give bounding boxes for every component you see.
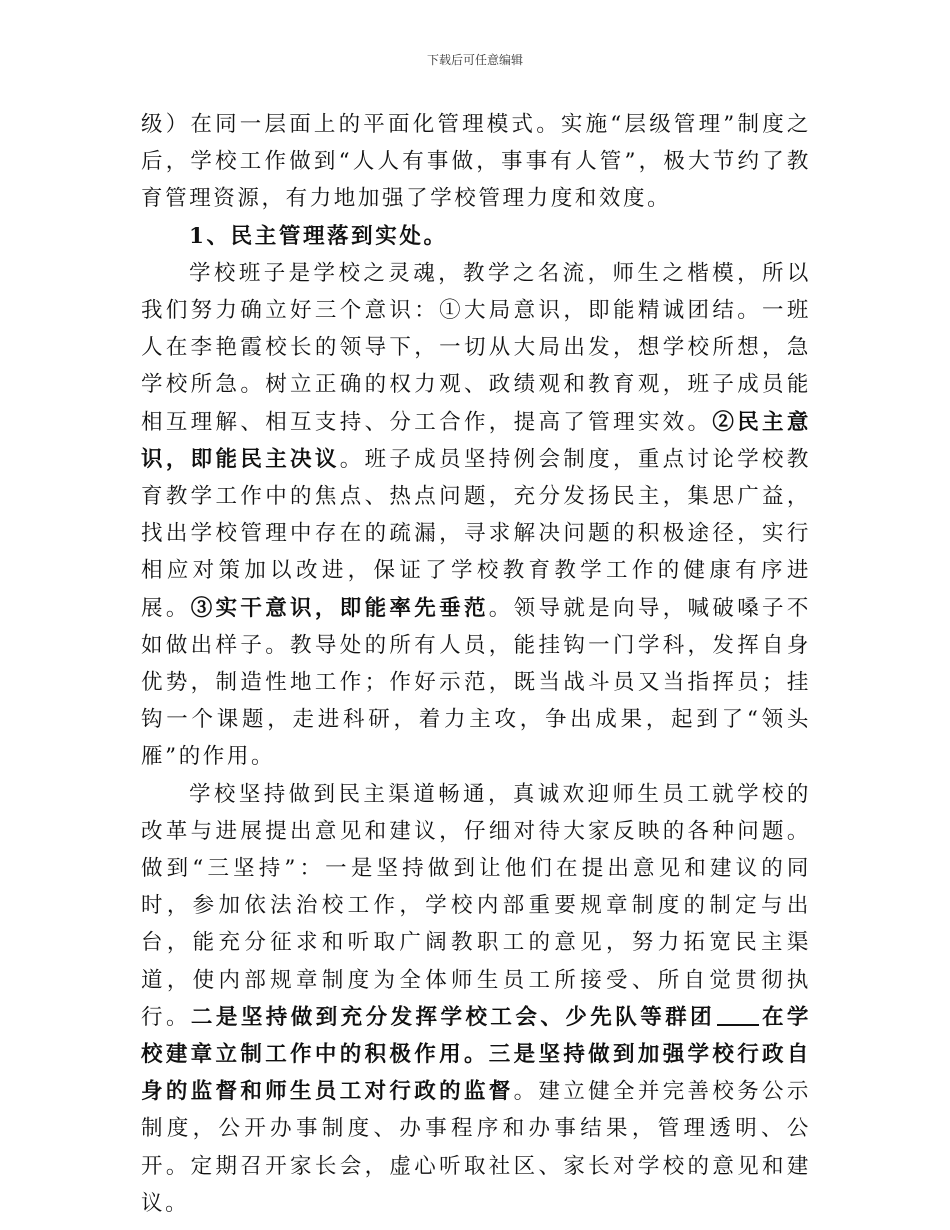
section-heading: 1、民主管理落到实处。 (189, 223, 448, 249)
bold-phrase-practical-awareness: ③实干意识，即能率先垂范 (190, 595, 489, 621)
paragraph-text: 。领导就是向导，喊破嗓子不如做出样子。教导处的所有人员，能挂钩一门学科，发挥自身优势，制造性地工作；作好示范，既当战斗员又当指挥员；挂钩一个课题，走进科研，着力主攻，争出成果，起到了“领头雁”的作用。 (141, 595, 811, 770)
bold-phrase-second-persistence: 二是坚持做到充分发挥学校工会、少先队等群团 (190, 1004, 716, 1030)
paragraph-leadership-awareness (141, 255, 811, 776)
paragraph-democratic-channels (141, 776, 811, 1222)
paragraph-text: 学校坚持做到民主渠道畅通，真诚欢迎师生员工就学校的改革与进展提出意见和建议，仔细对待大家反映的各种问题。做到“三坚持”：一是坚持做到让他们在提出意见和建议的同时，参加依法治校工作，学校内部重要规章制度的制定与出台，能充分征求和听取广阔教职工的意见，努力拓宽民主渠道，使内部规章制度为全体师生员工所接受、所自觉贯彻执行。 (141, 781, 811, 1030)
paragraph-text: 。建立健全并完善校务公示制度，公开办事制度、办事程序和办事结果，管理透明、公开。定期召开家长会，虚心听取社区、家长对学校的意见和建议。 (141, 1079, 811, 1216)
blank-underline (717, 1006, 759, 1026)
bold-phrase-democratic-awareness: ②民主意识，即能民主决议 (141, 409, 811, 472)
paragraph-text: 学校班子是学校之灵魂，教学之名流，师生之楷模，所以我们努力确立好三个意识：①大局意识，即能精诚团结。一班人在李艳霞校长的领导下，一切从大局出发，想学校所想，急学校所急。树立正确的权力观、政绩观和教育观，班子成员能相互理解、相互支持、分工合作，提高了管理实效。 (141, 260, 811, 435)
paragraph-text: 。班子成员坚持例会制度，重点讨论学校教育教学工作中的焦点、热点问题，充分发扬民主，集思广益，找出学校管理中存在的疏漏，寻求解决问题的积极途径，实行相应对策加以改进，保证了学校教育教学工作的健康有序进展。 (141, 446, 811, 621)
page-header: 下载后可任意编辑 (426, 53, 523, 67)
document-body (141, 106, 811, 1222)
bold-phrase-third-persistence: 在学校建章立制工作中的积极作用。三是坚持做到加强学校行政自身的监督和师生员工对行政的监督 (141, 1004, 811, 1105)
paragraph-continuation: 级）在同一层面上的平面化管理模式。实施“层级管理”制度之后，学校工作做到“人人有事做，事事有人管”，极大节约了教育管理资源，有力地加强了学校管理力度和效度。 (141, 112, 811, 212)
